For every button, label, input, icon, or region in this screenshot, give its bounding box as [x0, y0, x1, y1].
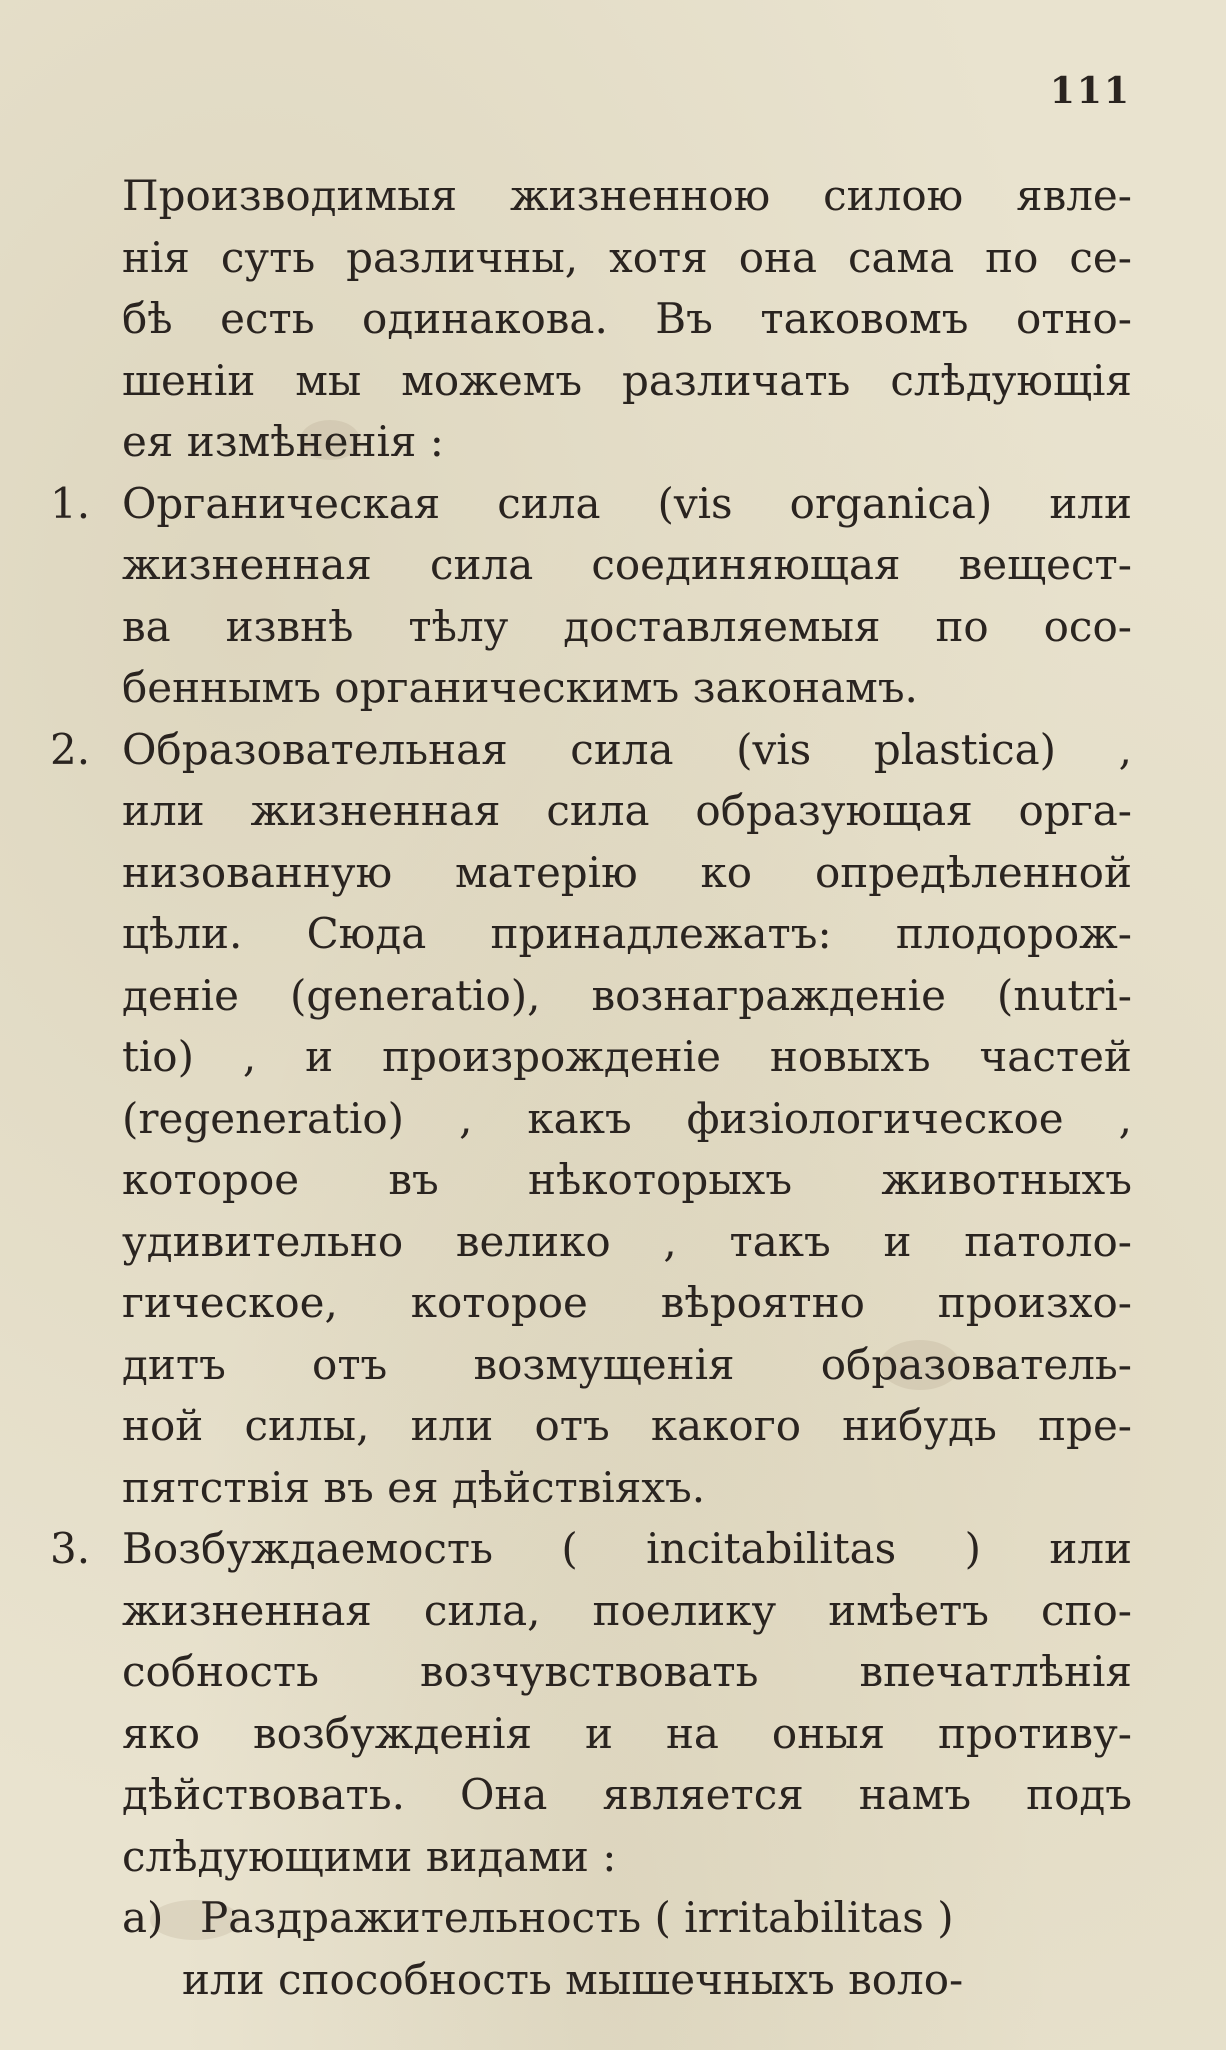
- word: или: [410, 1401, 494, 1450]
- sub-item-line: Раздражительность ( irritabilitas ): [200, 1893, 954, 1942]
- item-line: [122, 1026, 1132, 1088]
- word: мы: [295, 355, 362, 405]
- item-line: [122, 1518, 1132, 1580]
- word: она: [738, 232, 818, 282]
- word: по: [985, 232, 1039, 282]
- item-line: [122, 1703, 1132, 1765]
- word: отно-: [1015, 294, 1132, 343]
- numbered-item: [50, 1518, 1132, 1887]
- word: суть: [220, 232, 316, 282]
- word: вознагражденіе: [591, 970, 946, 1020]
- word: хотя: [609, 232, 708, 282]
- item-line: [122, 534, 1132, 596]
- word: или: [122, 786, 205, 835]
- word: Образовательная: [122, 724, 508, 774]
- intro-paragraph: [122, 165, 1132, 473]
- word: доставляемыя: [563, 601, 881, 651]
- word: удивительно: [122, 1216, 404, 1266]
- word: спо-: [1040, 1585, 1132, 1635]
- word: сила: [570, 724, 674, 774]
- word: нѣкоторыхъ: [527, 1155, 793, 1204]
- item-line: [122, 1088, 1132, 1150]
- word: сила: [497, 478, 601, 528]
- word: имѣетъ: [828, 1585, 990, 1635]
- word: (nutri-: [996, 970, 1132, 1020]
- item-line: слѣдующими видами :: [122, 1831, 617, 1881]
- item-line: [122, 780, 1132, 842]
- word: поелику: [592, 1585, 777, 1635]
- word: намъ: [858, 1770, 972, 1819]
- word: нибудь: [842, 1401, 997, 1450]
- word: плодорож-: [895, 909, 1132, 958]
- word: (generatio),: [290, 970, 541, 1020]
- word: таковомъ: [760, 294, 969, 343]
- numbered-item: [50, 719, 1132, 1519]
- word: возмущенія: [473, 1339, 735, 1389]
- word: принадлежатъ:: [490, 909, 832, 958]
- word: деніе: [122, 970, 239, 1020]
- item-line: [122, 596, 1132, 658]
- word: въ: [388, 1155, 439, 1204]
- word: ной: [122, 1401, 204, 1450]
- word: животныхъ: [881, 1155, 1132, 1204]
- word: низованную: [122, 847, 393, 897]
- word: Сюда: [306, 909, 427, 958]
- word: и: [883, 1216, 912, 1266]
- word: сила: [430, 540, 534, 589]
- word: жизненная: [122, 1585, 372, 1635]
- item-number: 2.: [50, 724, 91, 774]
- word: физіологическое: [686, 1093, 1064, 1143]
- item-line: [122, 1211, 1132, 1273]
- word: жизненная: [122, 540, 372, 589]
- word: ко: [700, 847, 753, 897]
- item-number: 1.: [50, 478, 91, 528]
- word: такъ: [729, 1216, 831, 1266]
- intro-line: [122, 227, 1132, 289]
- item-line: пятствія въ ея дѣйствіяхъ.: [122, 1462, 706, 1512]
- word: силы,: [244, 1401, 370, 1450]
- word: или: [1049, 1524, 1132, 1573]
- item-line: [122, 473, 1132, 535]
- intro-line: [122, 350, 1132, 412]
- item-number: 3.: [50, 1524, 91, 1573]
- word: противу-: [938, 1708, 1132, 1758]
- word: оныя: [771, 1708, 886, 1758]
- item-line: [122, 965, 1132, 1027]
- item-line: [122, 1272, 1132, 1334]
- word: Въ: [655, 294, 713, 343]
- word: отъ: [312, 1339, 388, 1389]
- word: Органическая: [122, 478, 441, 528]
- word: осо-: [1043, 601, 1132, 651]
- item-line: [122, 842, 1132, 904]
- word: ,: [1118, 724, 1132, 774]
- word: цѣли.: [122, 909, 243, 958]
- word: пре-: [1038, 1401, 1132, 1450]
- word: новыхъ: [769, 1032, 931, 1081]
- item-line: [122, 1580, 1132, 1642]
- word: подъ: [1026, 1770, 1132, 1819]
- word: слѣдующія: [890, 355, 1132, 405]
- word: какъ: [527, 1093, 632, 1143]
- word: образователь-: [820, 1339, 1132, 1389]
- sub-item: [122, 1887, 1132, 2010]
- word: ): [964, 1524, 981, 1573]
- word: впечатлѣнія: [859, 1647, 1132, 1696]
- word: велико: [455, 1216, 611, 1266]
- word: Производимыя: [122, 171, 458, 220]
- numbered-item: [50, 473, 1132, 719]
- sub-item-line: или способность мышечныхъ воло-: [182, 1954, 964, 2004]
- intro-line: ея измѣненія :: [122, 417, 444, 466]
- sub-item-marker: a): [122, 1893, 164, 1942]
- word: ва: [122, 601, 171, 651]
- word: различны,: [346, 232, 579, 282]
- word: нія: [122, 232, 190, 282]
- word: которое: [122, 1155, 300, 1204]
- word: се-: [1069, 232, 1132, 282]
- word: произхо-: [937, 1278, 1132, 1327]
- word: дитъ: [122, 1339, 226, 1389]
- word: частей: [979, 1032, 1132, 1081]
- word: вещест-: [958, 540, 1132, 589]
- item-line: [122, 719, 1132, 781]
- word: сила: [546, 786, 650, 835]
- item-line: [122, 903, 1132, 965]
- item-line: [122, 1149, 1132, 1211]
- item-line: [122, 1641, 1132, 1703]
- word: ,: [663, 1216, 677, 1266]
- word: можемъ: [401, 355, 583, 405]
- word: силою: [823, 171, 964, 220]
- word: опредѣленной: [814, 847, 1132, 897]
- word: (vis: [736, 724, 812, 774]
- item-line: беннымъ органическимъ законамъ.: [122, 663, 918, 712]
- word: по: [935, 601, 989, 651]
- word: гическое,: [122, 1278, 338, 1327]
- item-line: [122, 1764, 1132, 1826]
- word: вѣроятно: [660, 1278, 865, 1327]
- intro-line: [122, 165, 1132, 227]
- body-text: [50, 165, 1132, 2010]
- word: ,: [242, 1032, 257, 1081]
- word: и: [305, 1032, 334, 1081]
- item-line: [122, 1395, 1132, 1457]
- word: является: [602, 1770, 804, 1819]
- page-number: 111: [1049, 70, 1131, 112]
- word: патоло-: [964, 1216, 1132, 1266]
- word: отъ: [534, 1401, 610, 1450]
- word: organica): [789, 478, 993, 528]
- word: орга-: [1018, 786, 1132, 835]
- word: собность: [122, 1647, 319, 1696]
- word: (vis: [657, 478, 733, 528]
- word: и: [585, 1708, 614, 1758]
- word: сама: [847, 232, 955, 282]
- word: plastica): [873, 724, 1057, 774]
- word: ,: [1118, 1093, 1132, 1143]
- word: различать: [622, 355, 851, 405]
- word: бѣ: [122, 294, 173, 343]
- word: сила,: [423, 1585, 541, 1635]
- word: есть: [220, 294, 315, 343]
- word: которое: [410, 1278, 588, 1327]
- word: извнѣ: [225, 601, 354, 651]
- word: возчувствовать: [420, 1647, 759, 1696]
- word: соединяющая: [591, 540, 901, 589]
- word: (: [561, 1524, 578, 1573]
- word: tio): [122, 1032, 194, 1081]
- word: дѣйствовать.: [122, 1770, 406, 1819]
- word: Она: [459, 1770, 548, 1819]
- word: на: [665, 1708, 719, 1758]
- word: одинакова.: [362, 294, 608, 343]
- word: ,: [459, 1093, 473, 1143]
- word: произрожденіе: [382, 1032, 721, 1081]
- intro-line: [122, 288, 1132, 350]
- word: явле-: [1016, 171, 1132, 220]
- word: яко: [122, 1708, 201, 1758]
- item-line: [122, 1334, 1132, 1396]
- word: образующая: [695, 786, 973, 835]
- word: или: [1049, 478, 1132, 528]
- word: шеніи: [122, 355, 256, 405]
- word: матерію: [455, 847, 638, 897]
- word: жизненною: [509, 171, 771, 220]
- word: жизненная: [250, 786, 501, 835]
- word: (regeneratio): [122, 1093, 405, 1143]
- word: incitabilitas: [646, 1524, 897, 1573]
- word: тѣлу: [408, 601, 509, 651]
- word: какого: [650, 1401, 801, 1450]
- word: Возбуждаемость: [122, 1524, 494, 1573]
- word: возбужденія: [252, 1708, 533, 1758]
